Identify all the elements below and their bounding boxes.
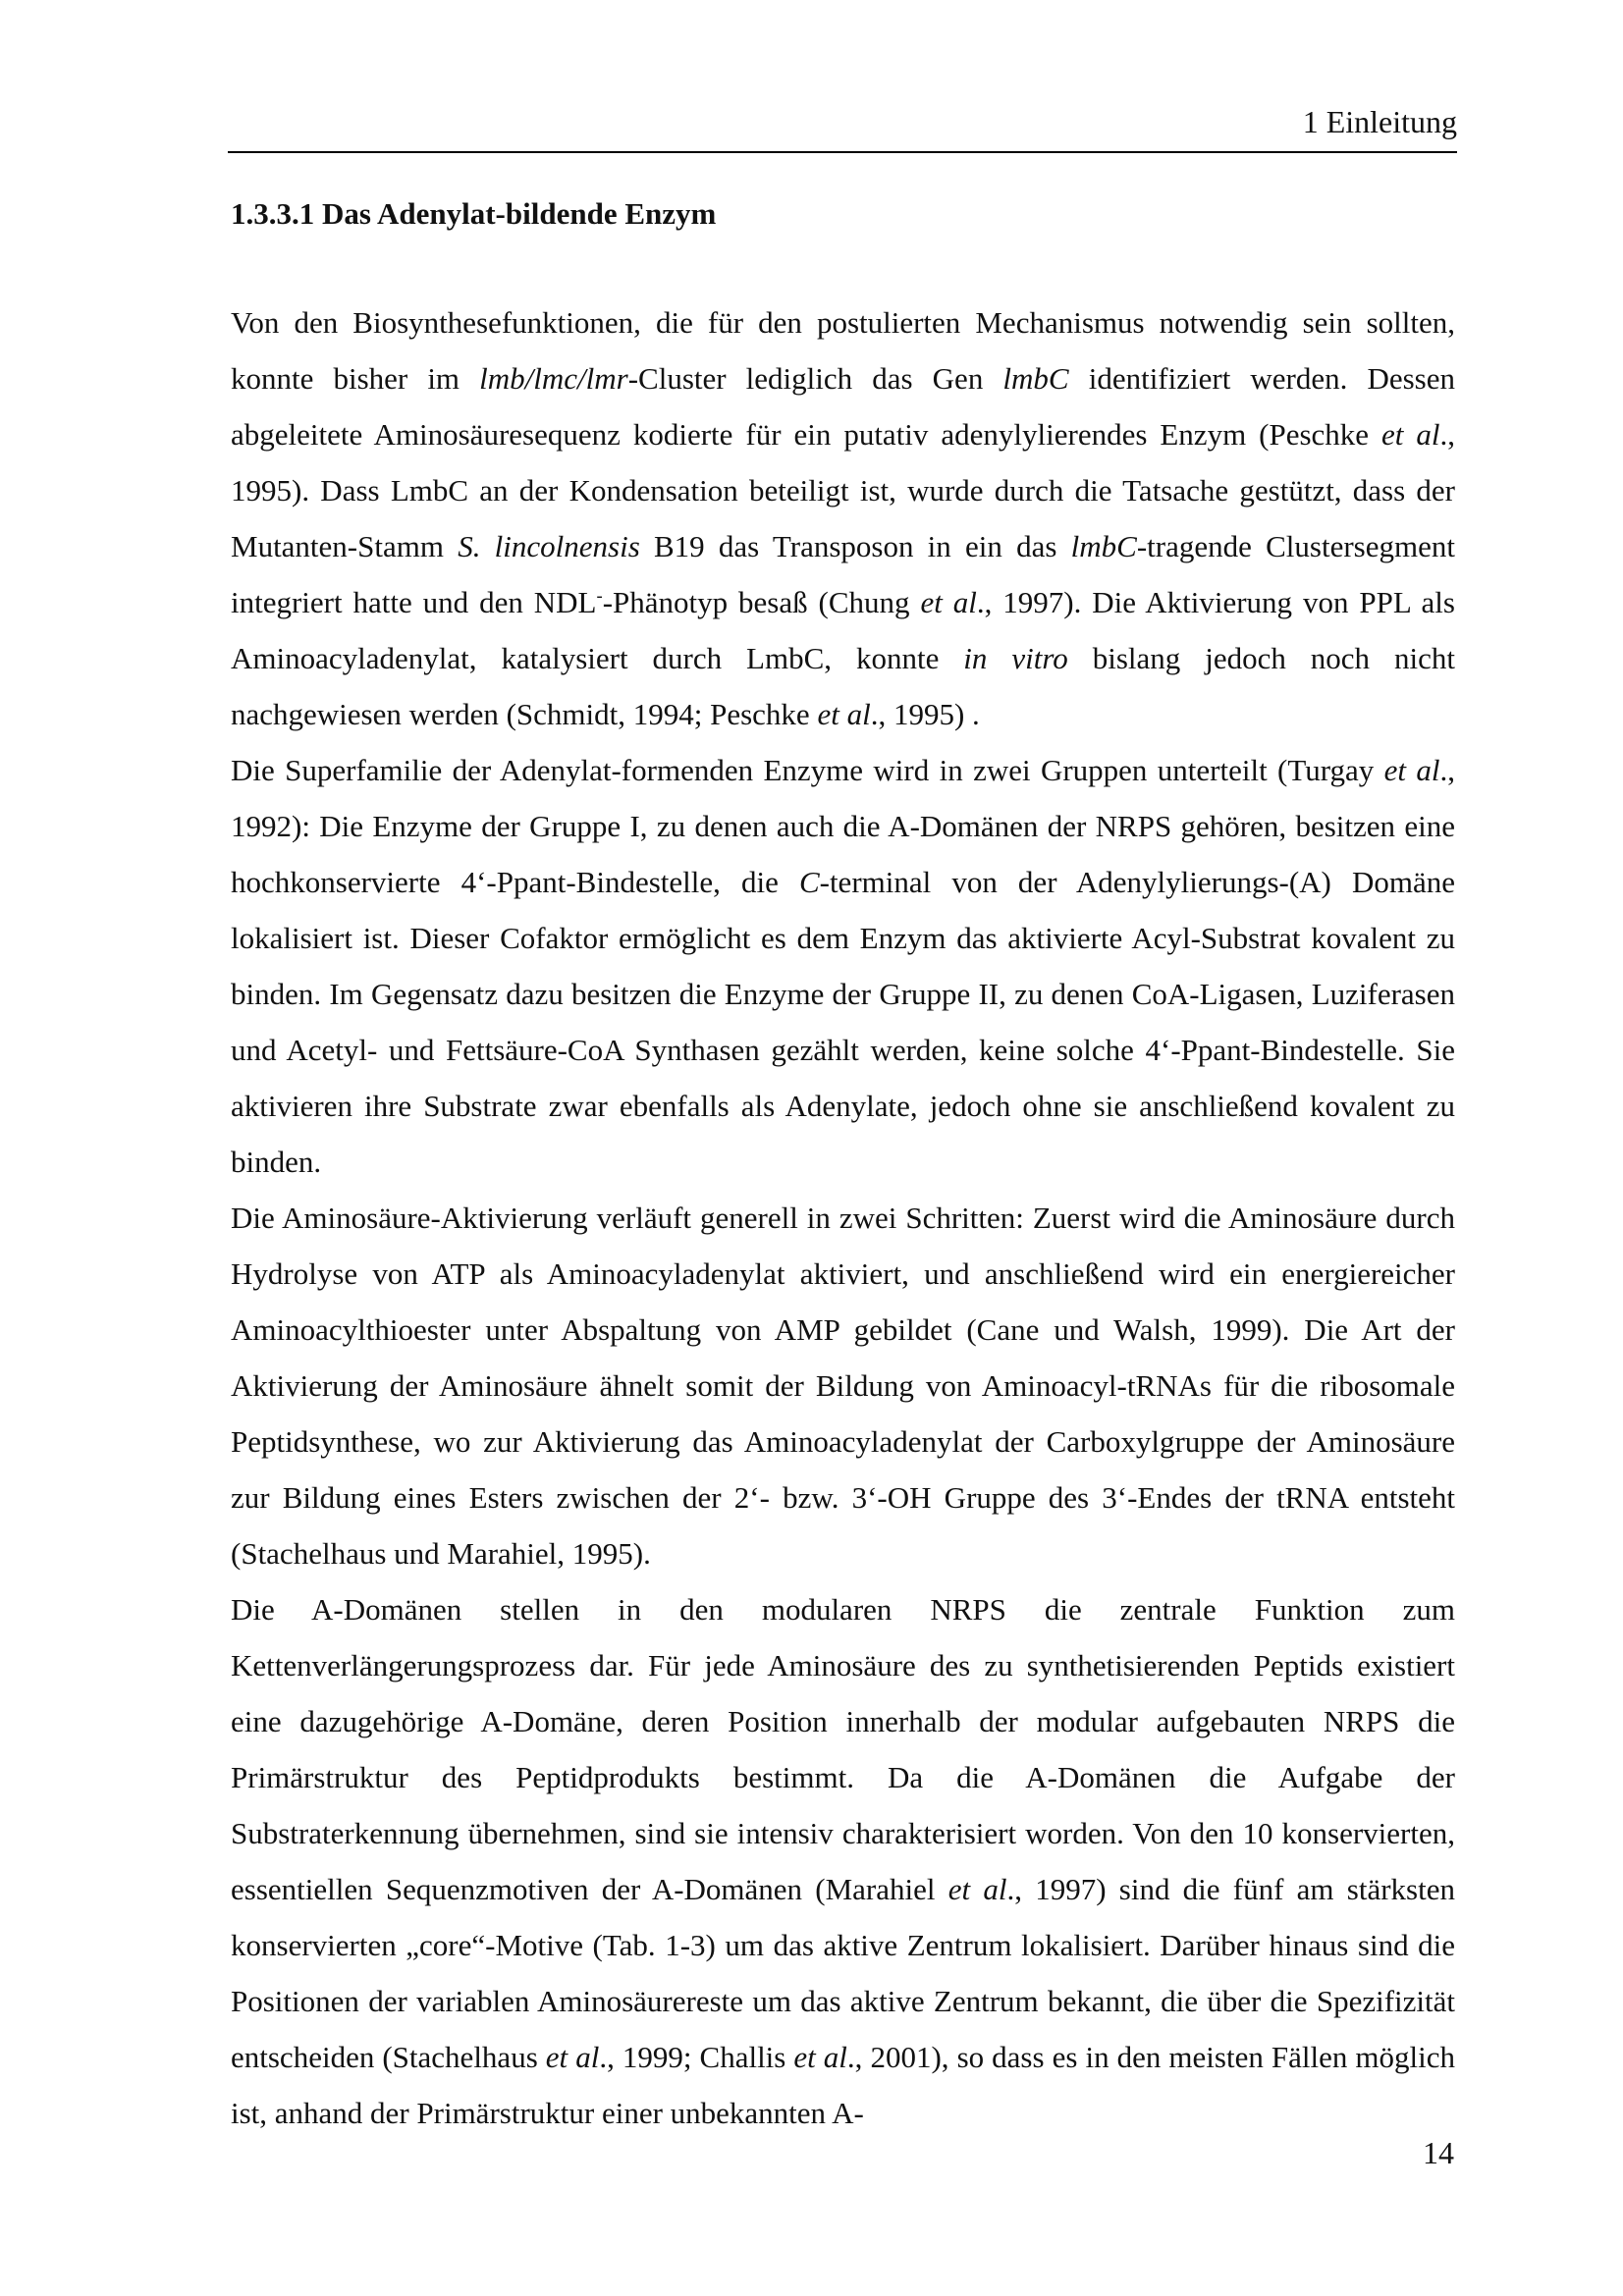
text-run: -Cluster lediglich das Gen: [627, 361, 1003, 396]
chapter-title: 1 Einleitung: [1302, 104, 1457, 139]
italic-term: et al: [817, 697, 871, 731]
italic-term: et al: [947, 1872, 1007, 1906]
text-run: -Phänotyp besaß (Chung: [602, 585, 921, 619]
text-run: ., 1999; Challis: [599, 2040, 794, 2074]
italic-term: lmbC: [1070, 529, 1137, 563]
running-header: [228, 102, 1457, 153]
text-run: ., 1995) .: [870, 697, 980, 731]
italic-term: et al: [920, 585, 977, 619]
text-run: -terminal von der Adenylylierungs-(A) Domäne lokalisiert ist. Dieser Cofaktor ermöglicht es dem Enzym das aktivierte Acyl-Substrat kovalent zu binden. Im Gegensatz dazu besitzen die Enzyme der Gruppe II, zu denen CoA-Ligasen, Luziferasen und Acetyl- und Fettsäure-CoA Synthasen gezählt werden, keine solche 4‘-Ppant-Bindestelle. Sie aktivieren ihre Substrate zwar ebenfalls als Adenylate, jedoch ohne sie anschließend kovalent zu binden.: [231, 865, 1455, 1179]
section-heading: 1.3.3.1 Das Adenylat-bildende Enzym: [231, 196, 717, 231]
text-run: Die A-Domänen stellen in den modularen NRPS die zentrale Funktion zum Kettenverlängerungsprozess dar. Für jede Aminosäure des zu synthetisierenden Peptids existiert eine dazugehörige A-Domäne, deren Position innerhalb der modular aufgebauten NRPS die Primärstruktur des Peptidprodukts bestimmt. Da die A-Domänen die Aufgabe der Substraterkennung übernehmen, sind sie intensiv charakterisiert worden. Von den 10 konservierten, essentiellen Sequenzmotiven der A-Domänen (Marahiel: [231, 1592, 1455, 1906]
text-run: Von den Biosynthesefunktionen, die für den postulierten Mechanismus notwendig sein sollten, konnte bisher im: [231, 305, 1455, 396]
italic-term: et al: [1383, 753, 1440, 787]
italic-term: et al: [793, 2040, 847, 2074]
paragraph: [231, 294, 1455, 742]
paragraph: [231, 742, 1455, 1190]
text-run: -tragende Clustersegment integriert hatte und den NDL: [231, 529, 1455, 619]
text-run: B19 das Transposon in ein das: [639, 529, 1071, 563]
body-text: [231, 294, 1455, 2141]
text-run: ., 1997). Die Aktivierung von PPL als Aminoacyladenylat, katalysiert durch LmbC, konnte: [231, 585, 1455, 675]
text-run: identifiziert werden. Dessen abgeleitete Aminosäuresequenz kodierte für ein putativ adenylylierendes Enzym (Peschke: [231, 361, 1456, 452]
paragraph: [231, 1190, 1455, 1581]
text-run: Die Superfamilie der Adenylat-formenden Enzyme wird in zwei Gruppen unterteilt (Turgay: [231, 753, 1384, 787]
text-run: ., 1995). Dass LmbC an der Kondensation beteiligt ist, wurde durch die Tatsache gestützt, dass der Mutanten-Stamm: [231, 417, 1455, 563]
italic-term: lmb/lmc/lmr: [479, 361, 628, 396]
text-run: ., 2001), so dass es in den meisten Fällen möglich ist, anhand der Primärstruktur einer unbekannten A-: [231, 2040, 1455, 2130]
italic-term: C: [798, 865, 820, 899]
text-run: ., 1997) sind die fünf am stärksten konservierten „core“-Motive (Tab. 1-3) um das aktive Zentrum lokalisiert. Darüber hinaus sind die Positionen der variablen Aminosäurereste um das aktive Zentrum bekannt, die über die Spezifizität entscheiden (Stachelhaus: [231, 1872, 1455, 2074]
italic-term: et al: [545, 2040, 600, 2074]
paragraph: [231, 1581, 1455, 2141]
text-run: bislang jedoch noch nicht nachgewiesen werden (Schmidt, 1994; Peschke: [231, 641, 1455, 731]
header-rule: [228, 151, 1457, 153]
text-run: Die Aminosäure-Aktivierung verläuft generell in zwei Schritten: Zuerst wird die Aminosäure durch Hydrolyse von ATP als Aminoacyladenylat aktiviert, und anschließend wird ein energiereicher Aminoacylthioester unter Abspaltung von AMP gebildet (Cane und Walsh, 1999). Die Art der Aktivierung der Aminosäure ähnelt somit der Bildung von Aminoacyl-tRNAs für die ribosomale Peptidsynthese, wo zur Aktivierung das Aminoacyladenylat der Carboxylgruppe der Aminosäure zur Bildung eines Esters zwischen der 2‘- bzw. 3‘-OH Gruppe des 3‘-Endes der tRNA entsteht (Stachelhaus und Marahiel, 1995).: [231, 1201, 1455, 1571]
superscript: -: [596, 585, 603, 607]
text-run: ., 1992): Die Enzyme der Gruppe I, zu denen auch die A-Domänen der NRPS gehören, besitzen eine hochkonservierte 4‘-Ppant-Bindestelle, die: [231, 753, 1455, 899]
italic-term: in vitro: [963, 641, 1068, 675]
italic-term: S. lincolnensis: [458, 529, 640, 563]
italic-term: et al: [1381, 417, 1440, 452]
page-number: 14: [1423, 2135, 1454, 2170]
italic-term: lmbC: [1002, 361, 1069, 396]
